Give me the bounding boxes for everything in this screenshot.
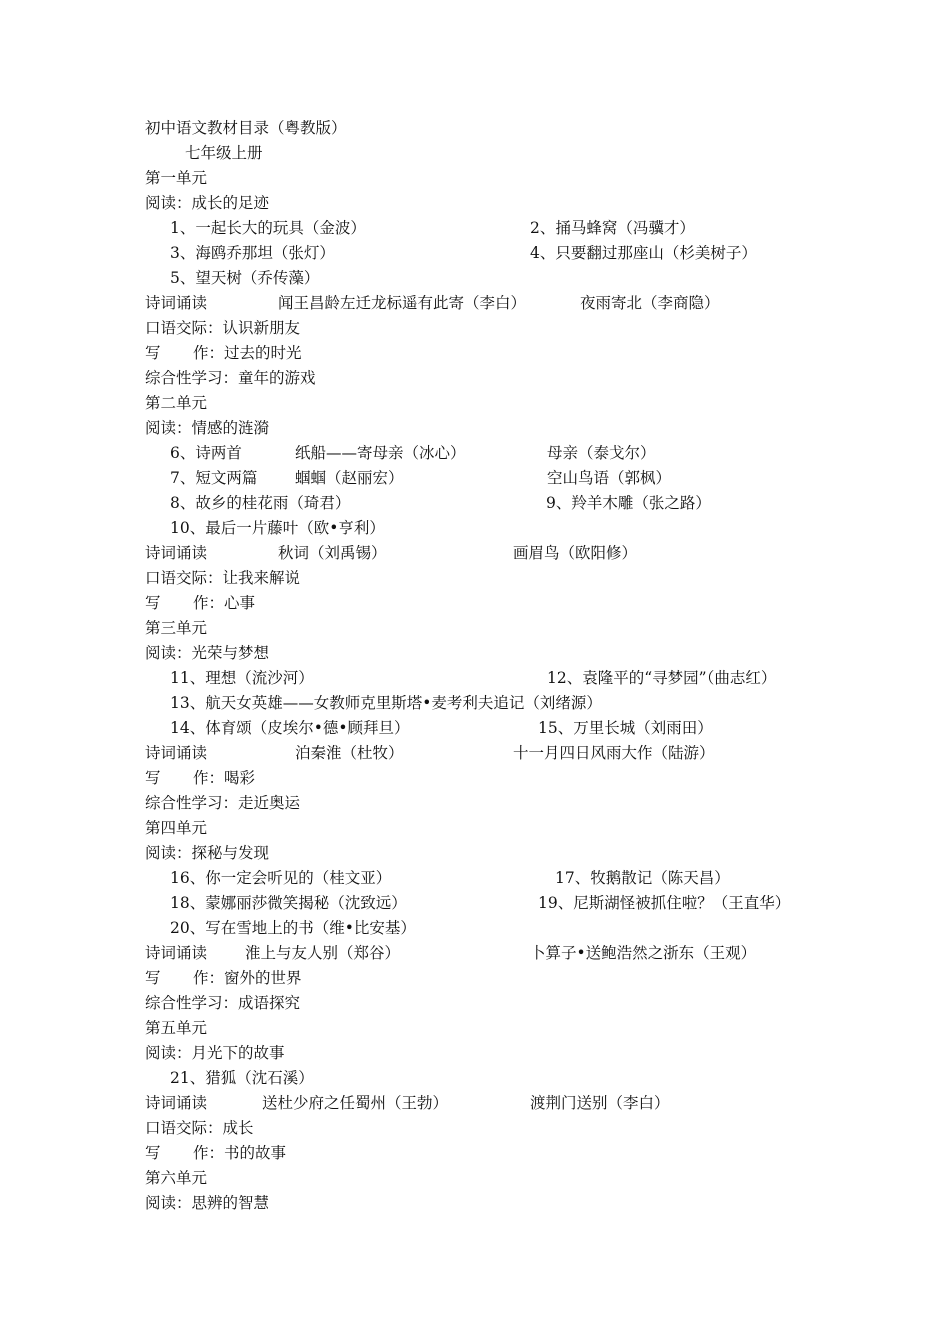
lesson-item: 9、羚羊木雕（张之路） [546, 494, 711, 512]
lesson-row [0, 916, 950, 941]
lesson-item: 16、你一定会听见的（桂文亚） [170, 869, 392, 887]
writing-topic: 作：心事 [193, 594, 256, 612]
oral-communication: 口语交际：成长 [145, 1119, 254, 1137]
comprehensive-study: 综合性学习：童年的游戏 [145, 369, 316, 387]
poem-item: 送杜少府之任蜀州（王勃） [262, 1094, 449, 1112]
writing-row [0, 766, 950, 791]
poem-item: 夜雨寄北（李商隐） [580, 294, 720, 312]
lesson-item: 11、理想（流沙河） [170, 669, 314, 687]
lesson-item: 13、航天女英雄——女教师克里斯塔•麦考利夫追记（刘绪源） [170, 694, 602, 712]
lesson-item: 10、最后一片藤叶（欧•亨利） [170, 519, 385, 537]
lesson-item: 12、袁隆平的“寻梦园”（曲志红） [547, 669, 777, 687]
lesson-item: 8、故乡的桂花雨（琦君） [170, 494, 351, 512]
writing-label: 写 [145, 969, 161, 987]
poetry-row [0, 541, 950, 566]
oral-communication: 口语交际：让我来解说 [145, 569, 301, 587]
lesson-row [0, 691, 950, 716]
lesson-item: 3、海鸥乔那坦（张灯） [170, 244, 335, 262]
poem-item: 十一月四日风雨大作（陆游） [513, 744, 715, 762]
lesson-row [0, 866, 950, 891]
writing-row [0, 591, 950, 616]
lesson-item: 母亲（泰戈尔） [547, 444, 656, 462]
lesson-item: 18、蒙娜丽莎微笑揭秘（沈致远） [170, 894, 407, 912]
poem-item: 卜算子•送鲍浩然之浙东（王观） [530, 944, 757, 962]
lesson-row [0, 666, 950, 691]
lesson-item: 15、万里长城（刘雨田） [538, 719, 713, 737]
poetry-row [0, 1091, 950, 1116]
lesson-item: 7、短文两篇 [170, 469, 258, 487]
writing-row [0, 966, 950, 991]
oral-communication: 口语交际：认识新朋友 [145, 319, 301, 337]
reading-theme: 阅读：情感的涟漪 [145, 419, 270, 437]
poetry-row [0, 291, 950, 316]
unit-heading: 第四单元 [145, 819, 208, 837]
writing-row [0, 341, 950, 366]
poetry-label: 诗词诵读 [145, 944, 208, 962]
reading-theme: 阅读：探秘与发现 [145, 844, 270, 862]
poetry-label: 诗词诵读 [145, 744, 208, 762]
poem-item: 画眉鸟（欧阳修） [513, 544, 638, 562]
lesson-row [0, 891, 950, 916]
writing-label: 写 [145, 594, 161, 612]
lesson-row [0, 466, 950, 491]
lesson-row [0, 266, 950, 291]
lesson-item: 19、尼斯湖怪被抓住啦？（王直华） [538, 894, 791, 912]
lesson-item: 20、写在雪地上的书（维•比安基） [170, 919, 416, 937]
document-title: 初中语文教材目录（粤教版） [145, 119, 347, 137]
reading-theme: 阅读：成长的足迹 [145, 194, 270, 212]
poem-item: 淮上与友人别（郑谷） [245, 944, 401, 962]
reading-theme: 阅读：月光下的故事 [145, 1044, 285, 1062]
lesson-item: 21、猎狐（沈石溪） [170, 1069, 314, 1087]
lesson-row [0, 441, 950, 466]
lesson-item: 空山鸟语（郭枫） [547, 469, 672, 487]
reading-theme: 阅读：思辨的智慧 [145, 1194, 270, 1212]
lesson-item: 4、只要翻过那座山（杉美树子） [530, 244, 757, 262]
lesson-item: 1、一起长大的玩具（金波） [170, 219, 366, 237]
lesson-item: 5、望天树（乔传藻） [170, 269, 320, 287]
unit-heading: 第二单元 [145, 394, 208, 412]
lesson-row [0, 241, 950, 266]
lesson-row [0, 716, 950, 741]
writing-row [0, 1141, 950, 1166]
lesson-item: 17、牧鹅散记（陈天昌） [555, 869, 730, 887]
lesson-row [0, 491, 950, 516]
writing-topic: 作：喝彩 [193, 769, 256, 787]
writing-topic: 作：窗外的世界 [193, 969, 302, 987]
poetry-row [0, 941, 950, 966]
poem-item: 闻王昌龄左迁龙标遥有此寄（李白） [278, 294, 527, 312]
reading-theme: 阅读：光荣与梦想 [145, 644, 270, 662]
poetry-row [0, 741, 950, 766]
poem-item: 泊秦淮（杜牧） [295, 744, 404, 762]
lesson-row [0, 216, 950, 241]
writing-topic: 作：书的故事 [193, 1144, 287, 1162]
comprehensive-study: 综合性学习：成语探究 [145, 994, 301, 1012]
comprehensive-study: 综合性学习：走近奥运 [145, 794, 301, 812]
unit-heading: 第三单元 [145, 619, 208, 637]
poetry-label: 诗词诵读 [145, 294, 208, 312]
lesson-row [0, 516, 950, 541]
unit-heading: 第六单元 [145, 1169, 208, 1187]
lesson-item: 纸船——寄母亲（冰心） [295, 444, 466, 462]
poem-item: 渡荆门送别（李白） [530, 1094, 670, 1112]
lesson-item: 14、体育颂（皮埃尔•德•顾拜旦） [170, 719, 410, 737]
writing-topic: 作：过去的时光 [193, 344, 302, 362]
grade-heading: 七年级上册 [185, 144, 263, 162]
poetry-label: 诗词诵读 [145, 1094, 208, 1112]
unit-heading: 第五单元 [145, 1019, 208, 1037]
unit-heading: 第一单元 [145, 169, 208, 187]
writing-label: 写 [145, 769, 161, 787]
poem-item: 秋词（刘禹锡） [278, 544, 387, 562]
lesson-row [0, 1066, 950, 1091]
lesson-item: 2、捅马蜂窝（冯骥才） [530, 219, 695, 237]
poetry-label: 诗词诵读 [145, 544, 208, 562]
writing-label: 写 [145, 344, 161, 362]
lesson-item: 蝈蝈（赵丽宏） [295, 469, 404, 487]
writing-label: 写 [145, 1144, 161, 1162]
lesson-item: 6、诗两首 [170, 444, 242, 462]
